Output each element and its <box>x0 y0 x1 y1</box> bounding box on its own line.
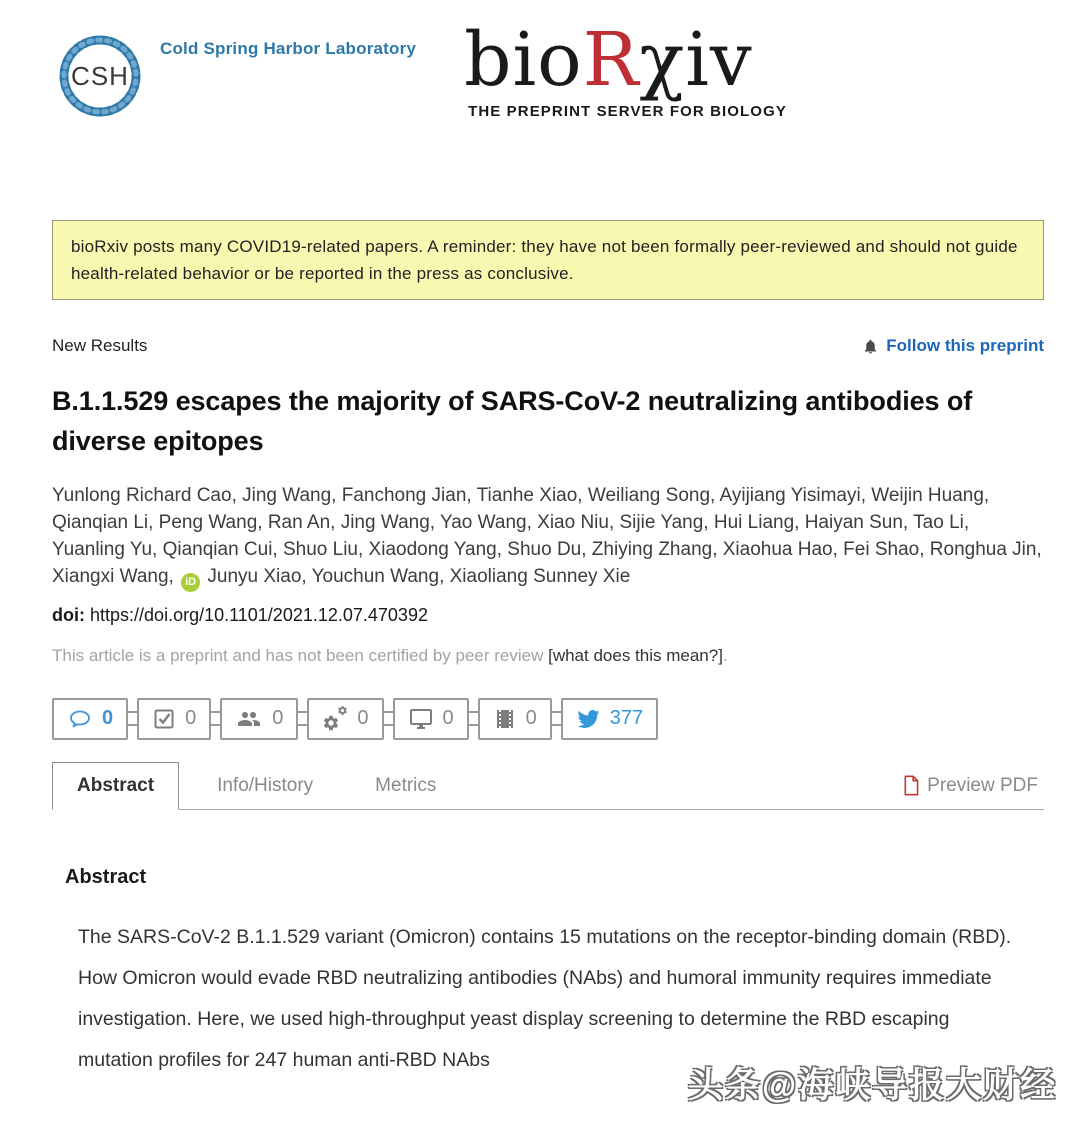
comments-badge[interactable] <box>52 698 128 740</box>
bell-icon <box>862 337 879 356</box>
community-badge[interactable] <box>220 698 298 740</box>
tab-info-history[interactable]: Info/History <box>217 774 314 796</box>
csh-acronym: CSH <box>71 61 129 91</box>
gears-icon <box>322 707 348 731</box>
follow-preprint-button[interactable] <box>862 336 1044 356</box>
services-badge[interactable] <box>307 698 383 740</box>
comment-icon <box>67 707 93 731</box>
preview-pdf-button[interactable] <box>902 775 1038 797</box>
tweets-count: 377 <box>609 707 644 730</box>
doi-link[interactable]: https://doi.org/10.1101/2021.12.07.470392 <box>90 604 428 625</box>
csh-dna-ring-icon <box>52 28 148 124</box>
disclaimer-period: . <box>722 645 728 665</box>
video-badge[interactable] <box>478 698 552 740</box>
metrics-badge-row <box>52 698 1044 740</box>
watermark-text: 头条@海峡导报大财经 <box>688 1066 1058 1105</box>
tweets-badge[interactable] <box>561 698 658 740</box>
film-icon <box>493 707 517 731</box>
badge-connector <box>552 711 561 726</box>
badge-connector <box>211 711 220 726</box>
authors-part-1: Yunlong Richard Cao, Jing Wang, Fanchong Jian, Tianhe Xiao, Weiliang Song, Ayijiang Yisimayi, Weijin Huang, Qianqian Li, Peng Wang, Ran An, Jing Wang, Yao Wang, Xiao Niu, Sijie Yang, Hui Liang, Haiyan Sun, Tao Li, Yuanling Yu, Qianqian Cui, Shuo Liu, Xiaodong Yang, Shuo Du, Zhiying Zhang, Xiaohua Hao, Fei Shao, Ronghua Jin, Xiangxi Wang, <box>52 484 1042 587</box>
article-title: B.1.1.529 escapes the majority of SARS-CoV-2 neutralizing antibodies of diverse epitopes <box>52 386 973 456</box>
disclaimer-text: This article is a preprint and has not been certified by peer review <box>52 645 549 665</box>
people-icon <box>235 707 263 731</box>
reviews-count: 0 <box>185 707 197 730</box>
badge-connector <box>128 711 137 726</box>
media-count: 0 <box>442 707 454 730</box>
media-badge[interactable] <box>393 698 469 740</box>
csh-logo[interactable] <box>52 28 416 124</box>
biorxiv-wordmark <box>464 17 787 103</box>
doi-row <box>52 605 1044 626</box>
pdf-document-icon <box>902 775 920 796</box>
wordmark-bio: bio <box>464 17 583 103</box>
what-does-this-mean-link[interactable]: [what does this mean?] <box>548 645 723 665</box>
wordmark-r: R <box>582 17 640 103</box>
authors-part-2: Junyu Xiao, Youchun Wang, Xiaoliang Sunney Xie <box>207 565 631 587</box>
category-label: New Results <box>52 336 148 356</box>
wordmark-chi: χ <box>639 17 686 103</box>
wordmark-iv: iv <box>685 17 753 103</box>
doi-label: doi: <box>52 604 85 625</box>
checkbox-icon <box>152 707 176 731</box>
site-header <box>52 17 1044 124</box>
biorxiv-logo[interactable] <box>464 17 787 121</box>
article-tabs <box>52 762 1044 810</box>
badge-connector <box>384 711 393 726</box>
community-count: 0 <box>272 707 284 730</box>
badge-connector <box>298 711 307 726</box>
biorxiv-tagline: THE PREPRINT SERVER FOR BIOLOGY <box>468 103 787 121</box>
abstract-heading: Abstract <box>65 865 147 888</box>
twitter-icon <box>576 708 601 730</box>
abstract-text: The SARS-CoV-2 B.1.1.529 variant (Omicron) contains 15 mutations on the receptor-binding domain (RBD). How Omicron would evade RBD neutralizing antibodies (NAbs) and humoral immunity requires immediate investigation. Here, we used high-throughput yeast display screening to determine the RBD escaping mutation profiles for 247 human anti-RBD NAbs <box>78 925 1012 1071</box>
preview-pdf-label: Preview PDF <box>927 774 1038 796</box>
covid-notice-banner <box>52 220 1044 300</box>
services-count: 0 <box>357 707 369 730</box>
badge-connector <box>469 711 478 726</box>
toolbar-row <box>52 336 1044 356</box>
author-list <box>52 483 1044 592</box>
comments-count: 0 <box>102 707 114 730</box>
reviews-badge[interactable] <box>137 698 211 740</box>
follow-preprint-label: Follow this preprint <box>886 336 1044 356</box>
csh-name: Cold Spring Harbor Laboratory <box>160 39 417 58</box>
tab-abstract[interactable]: Abstract <box>52 762 179 810</box>
preprint-disclaimer <box>52 646 1044 666</box>
orcid-icon[interactable]: iD <box>181 573 200 592</box>
monitor-icon <box>408 707 434 731</box>
video-count: 0 <box>525 707 537 730</box>
covid-notice-text: bioRxiv posts many COVID19-related papers. A reminder: they have not been formally peer-reviewed and should not guide health-related behavior or be reported in the press as conclusive. <box>71 237 1018 284</box>
tab-metrics[interactable]: Metrics <box>375 774 437 796</box>
